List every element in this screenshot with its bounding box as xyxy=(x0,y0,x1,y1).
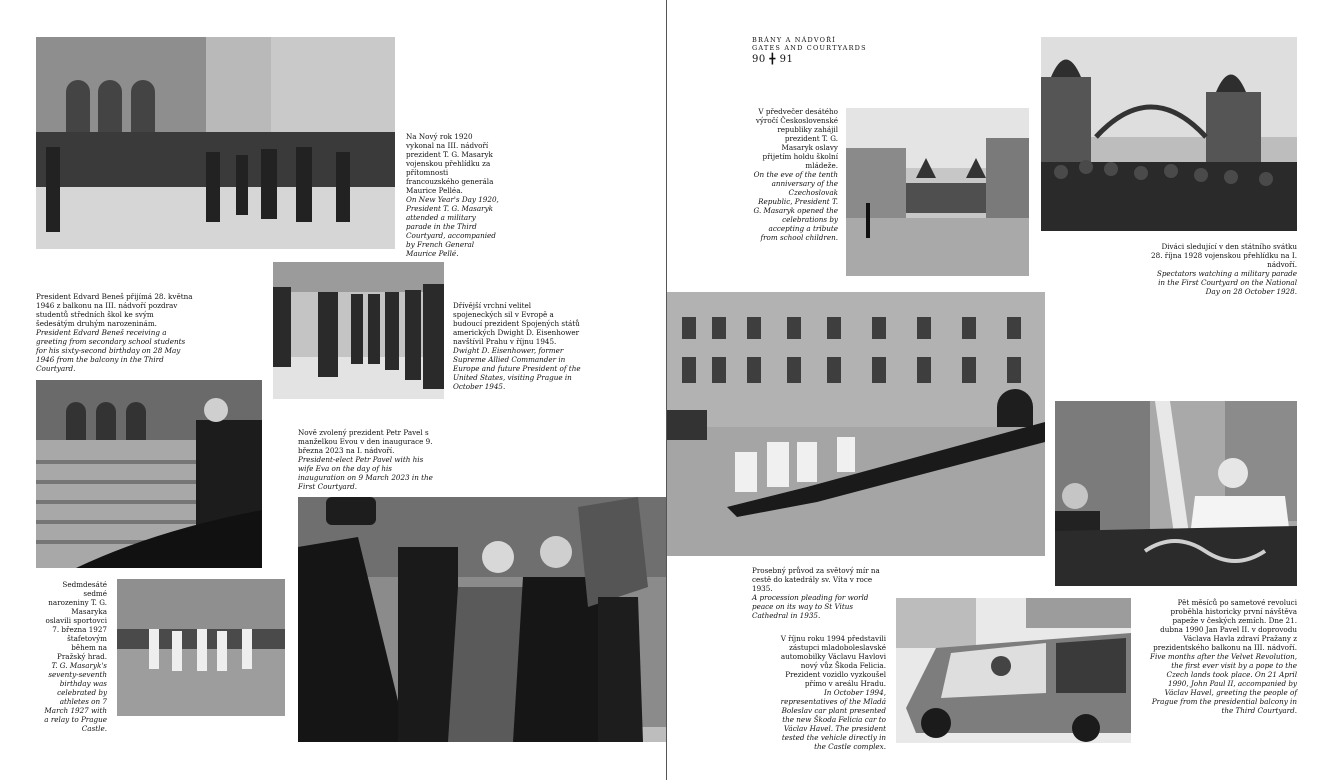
caption-en: Dwight D. Eisenhower, former Supreme Allied Commander in Europe and future President of the United States, visiting Prague in October 1945. xyxy=(453,346,581,391)
caption-en: On New Year's Day 1920, President T. G. Masaryk attended a military parade in the Third Courtyard, accompanied by French General Maurice Pellé. xyxy=(406,195,499,258)
caption-cz: V předvečer desátého výročí Československé republiky zahájil prezident T. G. Masaryk oslavy přijetím holdu školní mládeže. xyxy=(755,107,838,170)
section-title-en: GATES AND COURTYARDS xyxy=(752,44,867,52)
caption-cz: Prosebný průvod za světový mír na cestě do katedrály sv. Víta v roce 1935. xyxy=(752,566,880,593)
caption-cz: Diváci sledující v den státního svátku 28. října 1928 vojenskou přehlídku na I. nádvoří. xyxy=(1151,242,1297,269)
photo-procession-1935 xyxy=(667,292,1045,556)
caption-en: Spectators watching a military parade in the First Courtyard on the National Day on 28 October 1928. xyxy=(1156,269,1297,296)
caption-en: President-elect Petr Pavel with his wife Eva on the day of his inauguration on 9 March 2023 in the First Courtyard. xyxy=(298,455,433,491)
caption-cz: Sedmdesáté sedmé narozeniny T. G. Masaryka oslavili sportovci 7. března 1927 štafetovým během na Pražský hrad. xyxy=(45,580,107,661)
caption-cz: Nově zvolený prezident Petr Pavel s manželkou Evou v den inaugurace 9. března 2023 na I. nádvoří. xyxy=(298,428,433,455)
caption-havel-felicia xyxy=(770,634,886,751)
section-header xyxy=(752,36,867,65)
photo-relay-1927 xyxy=(117,579,285,716)
caption-cz: V říjnu roku 1994 představili zástupci mladoboleslavské automobilky Václavu Havlovi nový vůz Škoda Felicia. Prezident vozidlo vyzkoušel přímo v areálu Hradu. xyxy=(780,634,886,688)
caption-parade-1920 xyxy=(406,132,502,258)
caption-eisenhower-1945 xyxy=(453,301,581,391)
photo-havel-felicia xyxy=(896,598,1131,743)
photo-spectators-1928 xyxy=(1041,37,1297,231)
caption-en: T. G. Masaryk's seventy-seventh birthday was celebrated by athletes on 7 March 1927 with a relay to Prague Castle. xyxy=(44,661,107,733)
caption-en: President Edvard Beneš receiving a greeting from secondary school students for his sixty-second birthday on 28 May 1946 from the balcony in the Third Courtyard. xyxy=(36,328,186,373)
photo-pavel-inauguration xyxy=(298,497,666,742)
caption-en: Five months after the Velvet Revolution, the first ever visit by a pope to the Czech lands took place. On 21 April 1990, John Paul II, accompanied by Václav Havel, greeting the people of Prague from the presidential balcony in the Third Courtyard. xyxy=(1150,652,1297,715)
photo-parade-1920 xyxy=(36,37,395,249)
photo-eisenhower-1945 xyxy=(273,262,444,399)
photo-pope-balcony xyxy=(1055,401,1297,586)
caption-masaryk-tribute xyxy=(752,107,838,242)
page-numbers: 90 ╋ 91 xyxy=(752,54,794,65)
caption-cz: President Edvard Beneš přijímá 28. května 1946 z balkonu na III. nádvoří pozdrav studentů středních škol ke svým šedesátým druhým narozeninám. xyxy=(36,292,193,328)
caption-pavel-2023 xyxy=(298,428,440,491)
photo-masaryk-tribute xyxy=(846,108,1029,276)
caption-spectators-1928 xyxy=(1150,242,1297,296)
caption-benes-1946 xyxy=(36,292,194,373)
caption-relay-1927 xyxy=(44,580,107,733)
photo-benes-balcony xyxy=(36,380,262,568)
caption-en: In October 1994, representatives of the Mladá Boleslav car plant presented the new Škoda Felicia car to Václav Havel. The president tested the vehicle directly in the Castle complex. xyxy=(780,688,886,751)
caption-en: On the eve of the tenth anniversary of the Czechoslovak Republic, President T. G. Masaryk opened the celebrations by accepting a tribute from school children. xyxy=(753,170,838,242)
caption-pope-1990 xyxy=(1150,598,1297,715)
caption-cz: Pět měsíců po sametové revoluci proběhla historicky první návštěva papeže v českých zemích. Dne 21. dubna 1990 Jan Pavel II. v doprovodu Václava Havla zdraví Pražany z prezidentského balkonu na III. nádvoří. xyxy=(1153,598,1297,652)
caption-cz: Dřívější vrchní velitel spojeneckých sil v Evropě a budoucí prezident Spojených států amerických Dwight D. Eisenhower navštívil Prahu v říjnu 1945. xyxy=(453,301,580,346)
caption-en: A procession pleading for world peace on its way to St Vitus Cathedral in 1935. xyxy=(752,593,869,620)
caption-procession-1935 xyxy=(752,566,890,620)
caption-cz: Na Nový rok 1920 vykonal na III. nádvoří prezident T. G. Masaryk vojenskou přehlídku za přítomnosti francouzského generála Maurice Pelléa. xyxy=(406,132,494,195)
section-title-cz: BRÁNY A NÁDVOŘÍ xyxy=(752,36,837,44)
